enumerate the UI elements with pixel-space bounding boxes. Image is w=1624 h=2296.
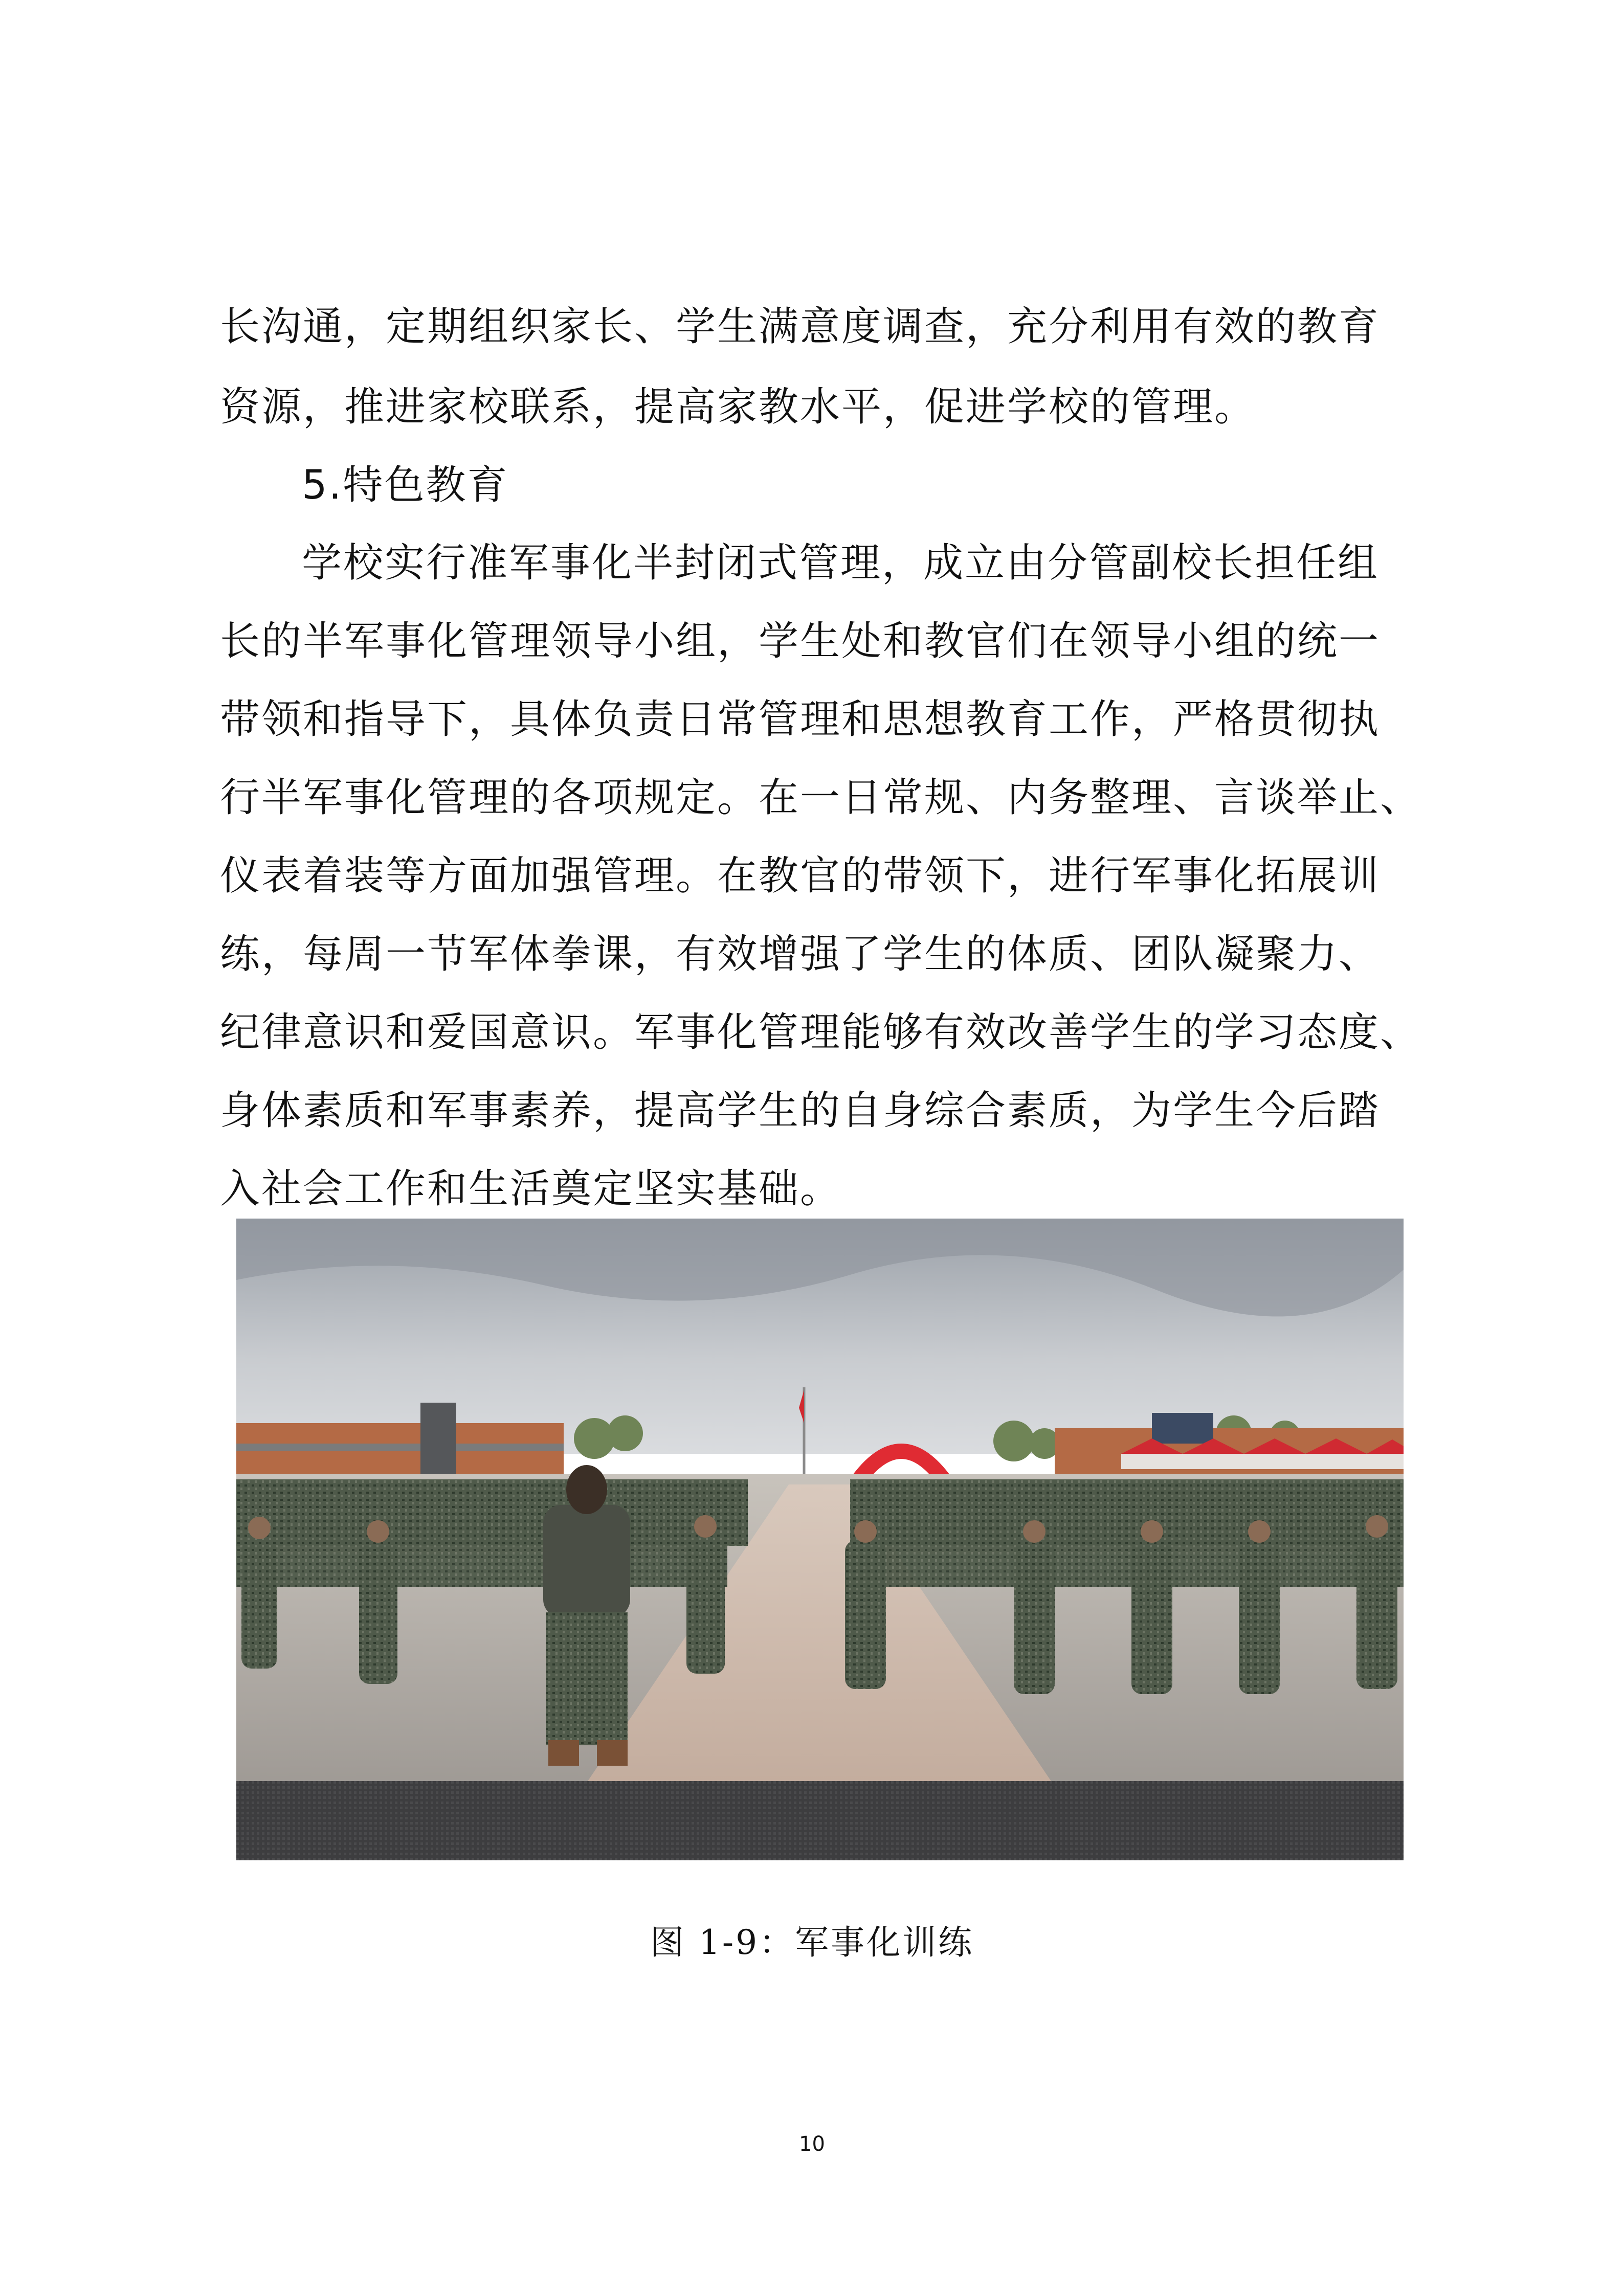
paragraph-line-2: 资源，推进家校联系，提高家教水平，促进学校的管理。 xyxy=(220,384,1256,430)
paragraph-line-8: 仪表着装等方面加强管理。在教官的带领下，进行军事化拓展训 xyxy=(220,853,1381,899)
military-training-photo xyxy=(236,1219,1404,1860)
page-number: 10 xyxy=(799,2132,825,2156)
paragraph-line-1: 长沟通，定期组织家长、学生满意度调查，充分利用有效的教育 xyxy=(220,304,1381,350)
paragraph-line-5: 长的半军事化管理领导小组，学生处和教官们在领导小组的统一 xyxy=(220,618,1381,664)
paragraph-line-4: 学校实行准军事化半封闭式管理，成立由分管副校长担任组 xyxy=(302,540,1380,586)
paragraph-line-7: 行半军事化管理的各项规定。在一日常规、内务整理、言谈举止、 xyxy=(220,775,1422,821)
paragraph-line-11: 身体素质和军事素养，提高学生的自身综合素质，为学生今后踏 xyxy=(220,1088,1381,1134)
paragraph-line-10: 纪律意识和爱国意识。军事化管理能够有效改善学生的学习态度、 xyxy=(220,1009,1422,1055)
paragraph-line-12: 入社会工作和生活奠定坚实基础。 xyxy=(220,1166,842,1212)
figure-caption: 图 1-9：军事化训练 xyxy=(650,1923,974,1962)
section-heading: 5.特色教育 xyxy=(302,462,509,508)
photo-illustration xyxy=(236,1219,1404,1860)
paragraph-line-9: 练，每周一节军体拳课，有效增强了学生的体质、团队凝聚力、 xyxy=(220,931,1381,977)
paragraph-line-6: 带领和指导下，具体负责日常管理和思想教育工作，严格贯彻执 xyxy=(220,696,1381,742)
